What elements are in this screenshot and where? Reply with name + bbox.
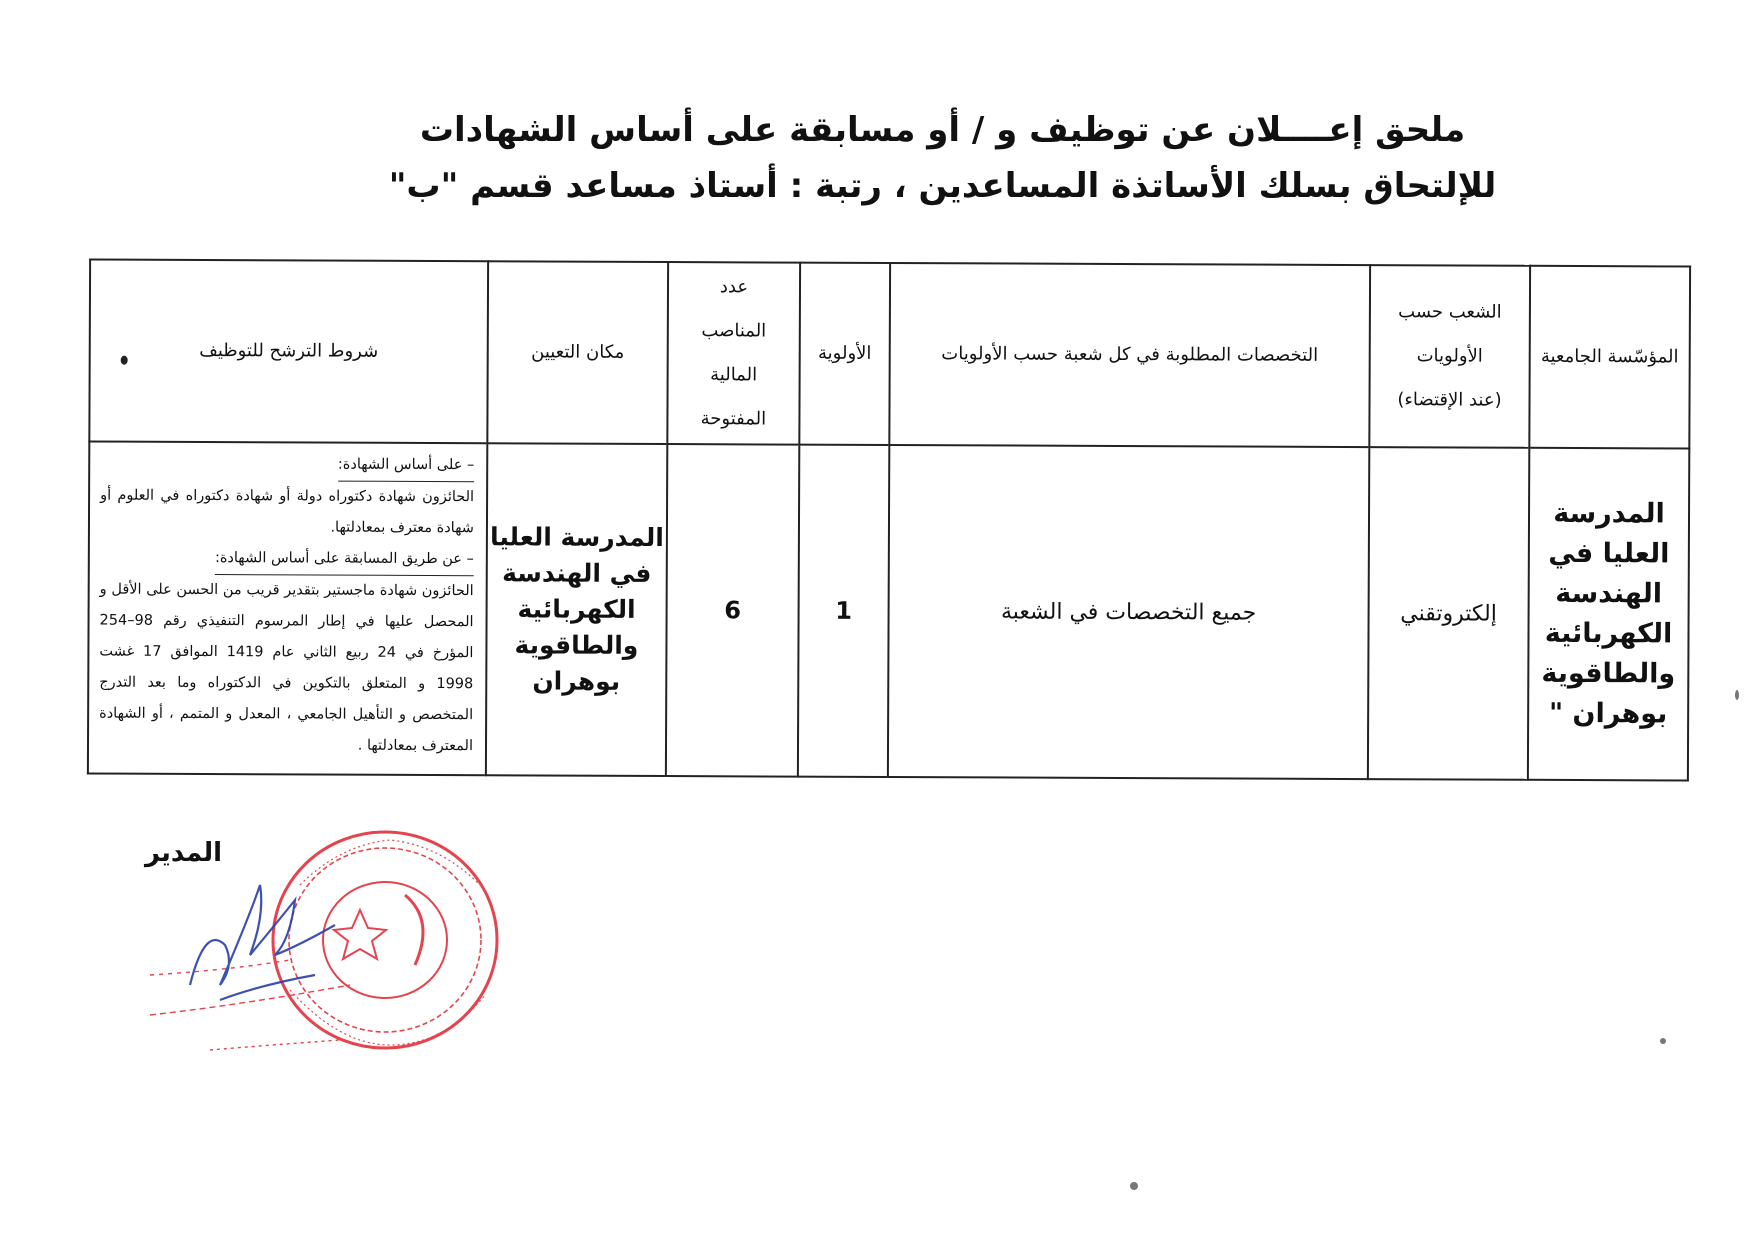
title-line-2: للإلتحاق بسلك الأساتذة المساعدين ، رتبة : أستاذ مساعد قسم "ب" xyxy=(388,166,1497,206)
title-line-1: ملحق إعــــلان عن توظيف و / أو مسابقة على أساس الشهادات xyxy=(419,110,1466,150)
director-label: المدير xyxy=(145,838,223,868)
header-priority: الأولوية xyxy=(799,263,890,445)
condition-paragraph-2: الحائزون شهادة ماجستير بتقدير قريب من الحسن على الأقل و المحصل عليها في إطار المرسوم التنفيذي رقم 98–254 المؤرخ في 24 ربيع الثاني عام 1419 الموافق 17 غشت 1998 و المتعلق بالتكوين في الدكتوراه وما بعد التدرج المتخصص و التأهيل الجامعي ، المعدل و المتمم ، أو الشهادة المعترف بمعادلتها . xyxy=(99,581,474,755)
stamp-seal-graphic xyxy=(150,825,530,1075)
scan-speck xyxy=(1735,690,1739,700)
condition-heading-1: – على أساس الشهادة: xyxy=(338,450,474,483)
condition-paragraph-1: الحائزون شهادة دكتوراه دولة أو شهادة دكتوراه في العلوم أو شهادة معترف بمعادلتها. xyxy=(100,487,475,537)
official-stamp xyxy=(150,825,530,1075)
header-institution: المؤسّسة الجامعية xyxy=(1529,266,1690,449)
cell-priority: 1 xyxy=(798,445,889,777)
dot-mark xyxy=(121,356,128,365)
header-conditions: شروط الترشح للتوظيف xyxy=(89,260,488,444)
cell-conditions xyxy=(88,442,487,776)
cell-positions: 6 xyxy=(666,444,799,777)
table-row xyxy=(88,442,1689,781)
recruitment-table xyxy=(87,259,1691,782)
cell-institution: المدرسة العليا في الهندسة الكهربائية والطاقوية بوهران " xyxy=(1528,448,1689,781)
scan-speck xyxy=(1130,1182,1138,1190)
header-location: مكان التعيين xyxy=(487,261,668,444)
cell-location: المدرسة العليا في الهندسة الكهربائية والطاقوية بوهران xyxy=(486,443,667,776)
table-header-row xyxy=(89,260,1690,449)
scan-speck xyxy=(1660,1038,1666,1044)
header-positions: عدد المناصب المالية المفتوحة xyxy=(667,262,800,445)
announcement-title xyxy=(0,102,1755,214)
cell-branch: إلكتروتقني xyxy=(1368,447,1529,780)
header-specialties: التخصصات المطلوبة في كل شعبة حسب الأولويات xyxy=(889,263,1370,447)
header-branches: الشعب حسب الأولويات (عند الإقتضاء) xyxy=(1369,265,1530,448)
cell-specialty: جميع التخصصات في الشعبة xyxy=(888,445,1369,779)
condition-heading-2: – عن طريق المسابقة على أساس الشهادة: xyxy=(215,543,474,576)
